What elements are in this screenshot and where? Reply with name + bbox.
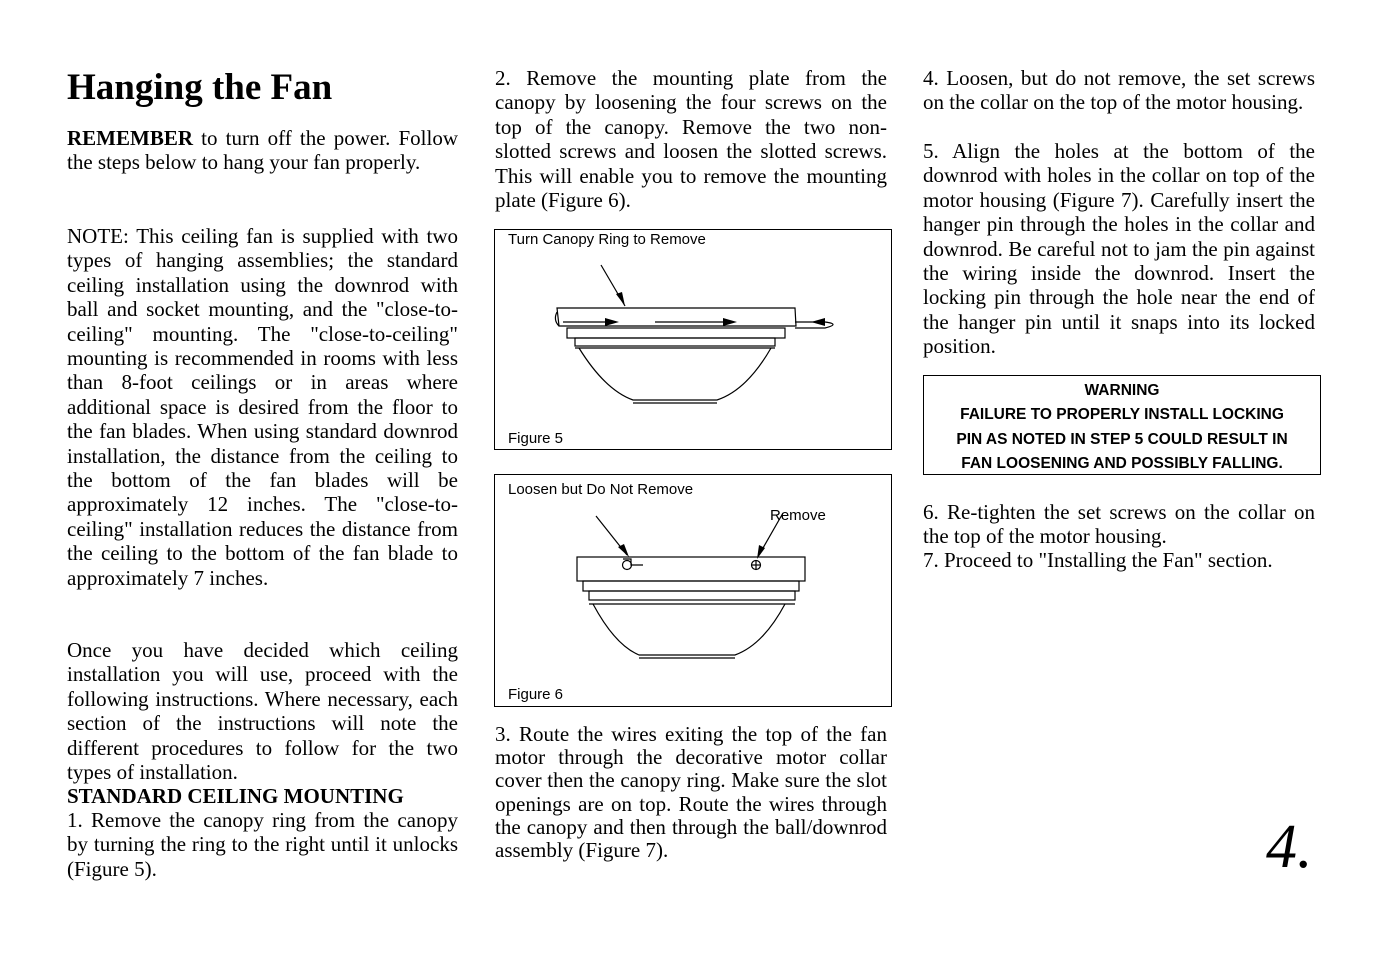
once-paragraph: Once you have decided which ceiling installation you will use, proceed with the following instructions. Where necessary, each section of the instructions will note the different procedures to follow for the two types of installation. bbox=[67, 638, 458, 785]
step-6: 6. Re-tighten the set screws on the collar on the top of the motor housing. bbox=[923, 500, 1315, 549]
step-2: 2. Remove the mounting plate from the canopy by loosening the four screws on the top of the canopy. Remove the two non-slotted screws and loosen the slotted screws. This will enable you to remove the mounting plate (Figure 6). bbox=[495, 66, 887, 213]
step-1: 1. Remove the canopy ring from the canopy by turning the ring to the right until it unlocks (Figure 5). bbox=[67, 808, 458, 881]
figure-6-caption: Loosen but Do Not Remove bbox=[508, 481, 694, 498]
step-7: 7. Proceed to "Installing the Fan" section. bbox=[923, 548, 1273, 572]
remember-label: REMEMBER bbox=[67, 126, 193, 150]
figure-6-label: Figure 6 bbox=[508, 686, 564, 703]
step-5: 5. Align the holes at the bottom of the downrod with holes in the collar on top of the motor housing (Figure 7). Carefully insert the hanger pin through the holes in the collar and downrod. Be careful not to jam the pin against the wiring inside the downrod. Insert the locking pin through the hole near the end of the hanger pin until it snaps into its locked position. bbox=[923, 139, 1315, 359]
warning-line: PIN AS NOTED IN STEP 5 COULD RESULT IN bbox=[956, 430, 1288, 448]
canopy-ring-drawing bbox=[495, 230, 893, 451]
warning-box bbox=[923, 375, 1321, 475]
note-paragraph: NOTE: This ceiling fan is supplied with two types of hanging assemblies; the standard ceiling installation using the downrod with ball and socket mounting, and the "close-to-ceiling" mounting. The "close-to-ceiling" mounting is recommended in rooms with less than 8-foot ceilings or in areas where additional space is desired from the floor to the fan blades. When using standard downrod installation, the distance from the ceiling to the bottom of the fan blades will be approximately 12 inches. The "close-to-ceiling" installation reduces the distance from the ceiling to the bottom of the fan blade to approximately 7 inches. bbox=[67, 224, 458, 590]
standard-heading: STANDARD CEILING MOUNTING bbox=[67, 784, 404, 808]
intro-paragraph bbox=[67, 126, 458, 175]
step-4: 4. Loosen, but do not remove, the set screws on the collar on the top of the motor housing. bbox=[923, 66, 1315, 115]
figure-6 bbox=[494, 474, 892, 707]
page-title: Hanging the Fan bbox=[67, 67, 333, 108]
figure-5-label: Figure 5 bbox=[508, 430, 564, 447]
warning-line: FAN LOOSENING AND POSSIBLY FALLING. bbox=[961, 454, 1283, 472]
remember-text: to turn off the power. Follow the steps below to hang your fan properly. bbox=[67, 126, 458, 175]
mounting-plate-drawing bbox=[495, 475, 893, 708]
figure-5-caption: Turn Canopy Ring to Remove bbox=[508, 231, 706, 248]
figure-6-remove-label: Remove bbox=[770, 507, 826, 524]
page-number: 4. bbox=[1266, 813, 1313, 881]
figure-5 bbox=[494, 229, 892, 450]
warning-line: FAILURE TO PROPERLY INSTALL LOCKING bbox=[960, 406, 1284, 424]
step-3: 3. Route the wires exiting the top of the fan motor through the decorative motor collar cover then the canopy ring. Make sure the slot openings are on top. Route the wires through the canopy and then through the ball/downrod assembly (Figure 7). bbox=[495, 722, 887, 863]
warning-heading: WARNING bbox=[1084, 382, 1160, 399]
